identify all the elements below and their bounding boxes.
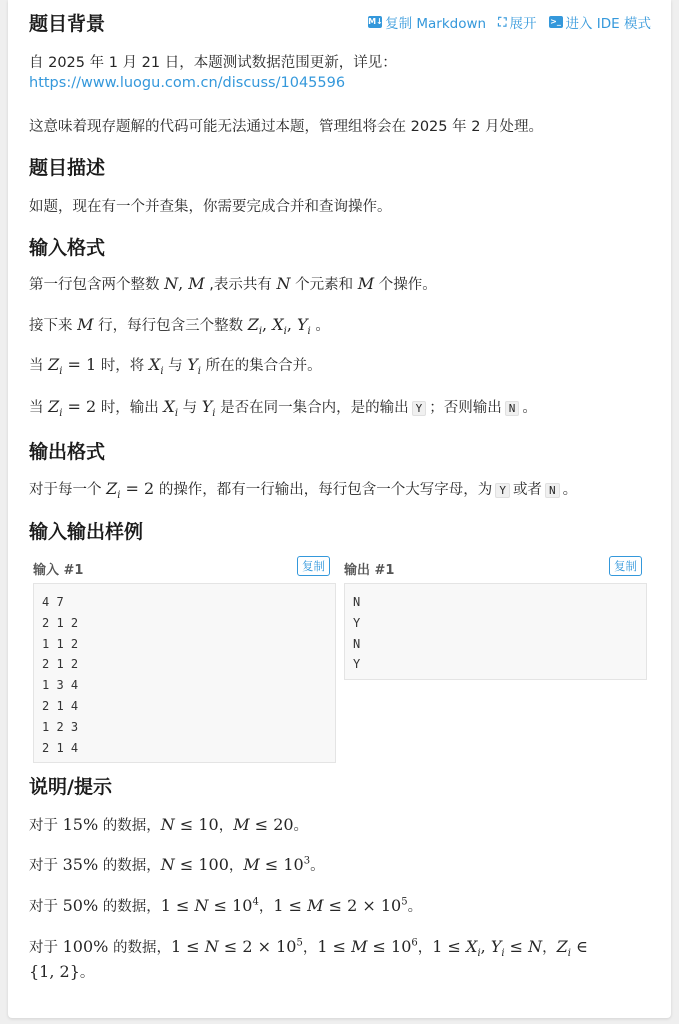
sample-input-line: 2 1 2 <box>42 615 79 630</box>
math-m: M <box>77 315 94 334</box>
expand-label: 展开 <box>509 16 537 32</box>
token-n: N <box>545 483 560 498</box>
description-heading: 题目描述 <box>29 157 106 179</box>
hint-line2: 对于 35% 的数据，N ≤ 100，$M \le 10^3$。 <box>29 855 325 874</box>
input-format-line1: 第一行包含两个整数 N, M ,表示共有 N 个元素和 M 个操作。 <box>29 274 437 293</box>
hint-line3: 对于 50% 的数据，$1 \le N \le 10^4$，$1 \le M \le 2 \times 10^5$。 <box>29 896 423 915</box>
math-n: N <box>276 274 291 293</box>
token-n: N <box>505 401 520 416</box>
copy-markdown-button[interactable] <box>368 12 486 32</box>
background-line1: 自 2025 年 1 月 21 日，本题测试数据范围更新，详见： <box>29 55 397 71</box>
math-m: M <box>357 274 375 293</box>
math-zxy: $Z_i$, $X_i$, $Y_i$ <box>247 315 311 338</box>
output-format-text: 对于每一个 $Z_i = 2$ 的操作，都有一行输出，每行包含一个大写字母，为 Y 或者 N 。 <box>29 479 578 502</box>
hint-line4-cont: {1, 2}。 <box>29 962 95 981</box>
input-format-line3: 当 $Z_i = 1$ 时，将 $X_i$ 与 $Y_i$ 所在的集合合并。 <box>29 355 322 378</box>
sample-output-label: 输出 #1 <box>344 563 395 578</box>
input-format-line4: 当 $Z_i = 2$ 时，输出 $X_i$ 与 $Y_i$ 是否在同一集合内，是的输出 Y ；否则输出 N 。 <box>29 397 537 420</box>
copy-markdown-label: 复制 Markdown <box>385 16 487 32</box>
sample-input-line: 4 7 <box>42 595 64 609</box>
background-line2: 这意味着现存题解的代码可能无法通过本题，管理组将会在 2025 年 2 月处理。 <box>29 119 544 135</box>
token-y: Y <box>495 483 510 498</box>
output-format-heading: 输出格式 <box>29 441 106 463</box>
expand-icon: ⛶ <box>498 14 507 29</box>
hint-line4: 对于 100% 的数据，$1 \le N \le 2 \times 10^5$，$1 \le M \le 10^6$，$1 \le X_i$, $Y_i \le N$，$Z_i$ ∈ <box>29 937 588 960</box>
hint-heading: 说明/提示 <box>29 776 112 798</box>
math-z-eq-2: $Z_i = 2$ <box>48 397 97 420</box>
discuss-link[interactable]: https://www.luogu.com.cn/discuss/1045596 <box>29 75 346 91</box>
markdown-icon: M↓ <box>368 17 383 26</box>
expand-button[interactable] <box>498 12 536 32</box>
sample-input-line: 1 3 4 <box>42 678 79 693</box>
hint-line1: 对于 15% 的数据，N ≤ 10，M ≤ 20。 <box>29 815 309 834</box>
input-format-heading: 输入格式 <box>29 237 106 259</box>
math-y: $Y_i$ <box>187 355 201 378</box>
sample-input-lines <box>42 592 327 758</box>
sample-input-line: 2 1 4 <box>42 698 79 713</box>
copy-output-button[interactable]: 复制 <box>609 556 642 576</box>
problem-card <box>8 0 671 1018</box>
sample-input-line: 2 1 2 <box>42 657 79 672</box>
sample-output-line: Y <box>353 615 361 630</box>
background-heading: 题目背景 <box>29 13 106 35</box>
description-text: 如题，现在有一个并查集，你需要完成合并和查询操作。 <box>29 199 392 215</box>
math-n-m: N, M <box>164 274 205 293</box>
sample-input-line: 1 1 2 <box>42 636 79 651</box>
math-y: $Y_i$ <box>201 397 216 420</box>
toolbar <box>368 12 651 32</box>
copy-input-button[interactable]: 复制 <box>297 556 330 576</box>
ide-mode-button[interactable] <box>549 12 652 32</box>
sample-output-line: N <box>353 595 361 609</box>
terminal-icon: >_ <box>550 17 561 26</box>
token-y: Y <box>412 401 427 416</box>
math-x: $X_i$ <box>163 397 179 420</box>
sample-input-label: 输入 #1 <box>33 563 84 578</box>
math-x: $X_i$ <box>148 355 164 378</box>
samples-heading: 输入输出样例 <box>29 521 144 543</box>
sample-input-line: 2 1 4 <box>42 740 79 755</box>
sample-input-line: 1 2 3 <box>42 719 79 734</box>
math-z-eq-1: $Z_i = 1$ <box>48 355 97 378</box>
sample-output-lines <box>353 592 638 675</box>
sample-output-line: Y <box>353 657 361 672</box>
sample-output-line: N <box>353 636 361 651</box>
sample-input-box[interactable] <box>33 583 336 763</box>
math-z-eq-2: $Z_i = 2$ <box>106 479 155 502</box>
sample-output-box[interactable] <box>344 583 647 680</box>
ide-mode-label: 进入 IDE 模式 <box>565 16 651 32</box>
input-format-line2: 接下来 M 行，每行包含三个整数 $Z_i$, $X_i$, $Y_i$ 。 <box>29 315 330 338</box>
